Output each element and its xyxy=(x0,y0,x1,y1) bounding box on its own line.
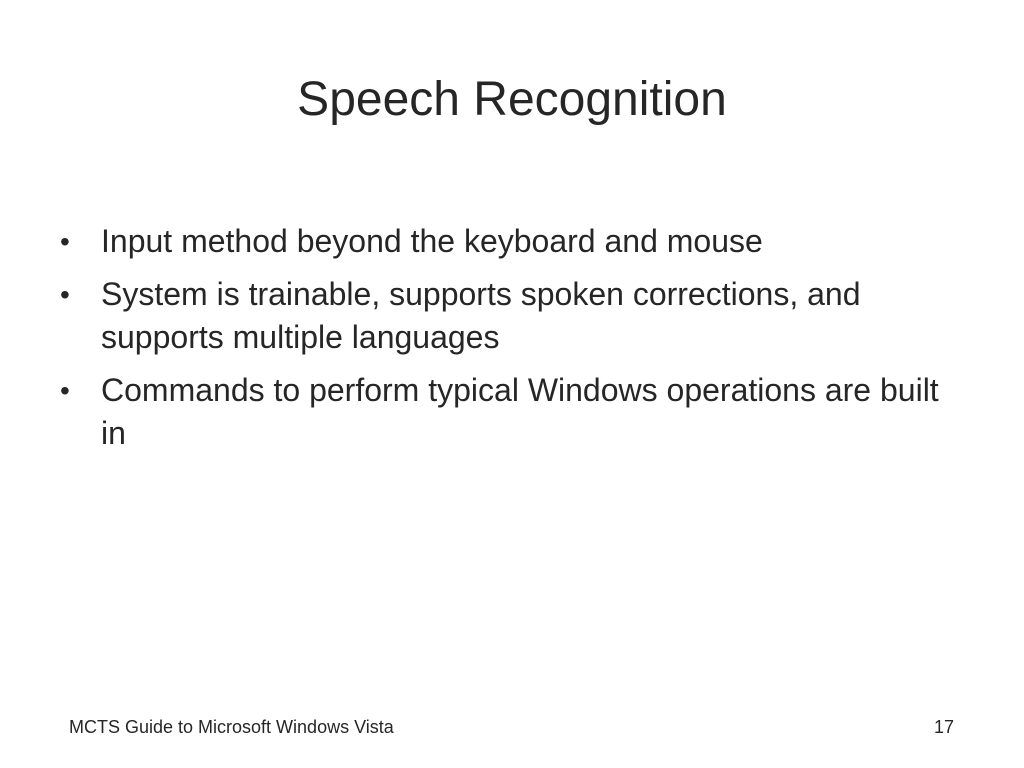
bullet-dot-icon: • xyxy=(60,226,70,257)
bullet-item xyxy=(56,273,956,359)
bullet-text: Input method beyond the keyboard and mouse xyxy=(101,223,763,259)
bullet-item xyxy=(56,369,956,455)
slide-title: Speech Recognition xyxy=(297,73,727,126)
footer-text: MCTS Guide to Microsoft Windows Vista xyxy=(69,717,394,737)
bullet-list xyxy=(56,220,956,465)
bullet-dot-icon: • xyxy=(60,279,70,310)
bullet-dot-icon: • xyxy=(60,375,70,406)
bullet-text: Commands to perform typical Windows operations are built in xyxy=(101,372,939,451)
bullet-item xyxy=(56,220,956,263)
bullet-text: System is trainable, supports spoken corrections, and supports multiple languages xyxy=(101,276,861,355)
page-number: 17 xyxy=(933,717,954,737)
